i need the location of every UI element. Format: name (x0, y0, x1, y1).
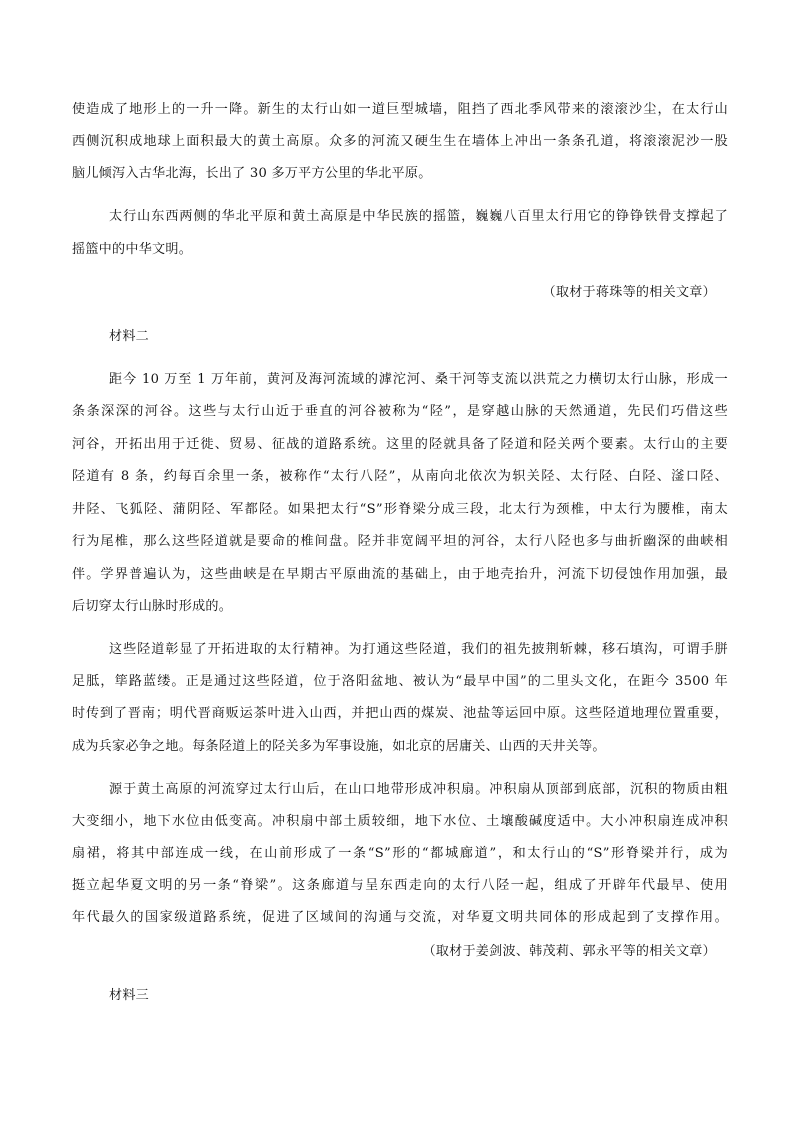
paragraph-3-line-6: 行为尾椎，那么这些陉道就是要命的椎间盘。陉并非宽阔平坦的河谷，太行八陉也多与曲折幽深的曲峡相 (72, 534, 728, 549)
paragraph-5-line-4: 挺立起华夏文明的另一条“脊梁”。这条廊道与呈东西走向的太行八陉一起，组成了开辟年代最早、使用 (72, 878, 728, 893)
paragraph-2-line-2: 摇篮中的中华文明。 (72, 242, 193, 257)
paragraph-1-line-2: 西侧沉积成地球上面积最大的黄土高原。众多的河流又硬生生在墙体上冲出一条条孔道，将滚滚泥沙一股 (72, 134, 728, 149)
paragraph-3-line-1: 距今 10 万至 1 万年前，黄河及海河流域的滹沱河、桑干河等支流以洪荒之力横切太行山脉，形成一 (109, 372, 728, 387)
paragraph-3-line-5: 井陉、飞狐陉、蒲阴陉、军都陉。如果把太行“S”形脊梁分成三段，北太行为颈椎，中太行为腰椎，南太 (72, 502, 728, 517)
paragraph-5-line-2: 大变细小，地下水位由低变高。冲积扇中部土质较细，地下水位、土壤酸碱度适中。大小冲积扇连成冲积 (72, 814, 728, 829)
paragraph-1-line-1: 使造成了地形上的一升一降。新生的太行山如一道巨型城墙，阻挡了西北季风带来的滚滚沙尘，在太行山 (72, 102, 728, 117)
section-heading-material-2: 材料二 (109, 329, 150, 344)
source-citation-1: （取材于蒋珠等的相关文章） (542, 285, 716, 300)
paragraph-3-line-3: 河谷，开拓出用于迁徙、贸易、征战的道路系统。这里的陉就具备了陉道和陉关两个要素。太行山的主要 (72, 437, 728, 452)
paragraph-4-line-3: 时传到了晋南；明代晋商贩运茶叶进入山西，并把山西的煤炭、池盐等运回中原。这些陉道地理位置重要， (72, 706, 728, 721)
paragraph-5-line-1: 源于黄土高原的河流穿过太行山后，在山口地带形成冲积扇。冲积扇从顶部到底部，沉积的物质由粗 (109, 782, 728, 797)
paragraph-3-line-7: 伴。学界普遍认为，这些曲峡是在早期古平原曲流的基础上，由于地壳抬升，河流下切侵蚀作用加强，最 (72, 567, 728, 582)
section-heading-material-3: 材料三 (109, 988, 150, 1003)
paragraph-5-line-3: 扇裙，将其中部连成一线，在山前形成了一条“S”形的“都城廊道”，和太行山的“S”形脊梁并行，成为 (72, 846, 728, 861)
paragraph-5-line-5: 年代最久的国家级道路系统，促进了区域间的沟通与交流，对华夏文明共同体的形成起到了支撑作用。 (72, 910, 728, 925)
paragraph-1-line-3: 脑儿倾泻入古华北海，长出了 30 多万平方公里的华北平原。 (72, 166, 432, 181)
paragraph-3-line-2: 条条深深的河谷。这些与太行山近于垂直的河谷被称为“陉”，是穿越山脉的天然通道，先民们巧借这些 (72, 404, 728, 419)
paragraph-4-line-1: 这些陉道彰显了开拓进取的太行精神。为打通这些陉道，我们的祖先披荆斩棘，移石填沟，可谓手胼 (109, 642, 728, 657)
paragraph-3-line-8: 后切穿太行山脉时形成的。 (72, 599, 233, 614)
paragraph-3-line-4: 陉道有 8 条，约每百余里一条，被称作“太行八陉”，从南向北依次为轵关陉、太行陉、白陉、滏口陉、 (72, 469, 728, 484)
source-citation-2: （取材于姜剑波、韩茂莉、郭永平等的相关文章） (422, 944, 716, 959)
paragraph-2-line-1: 太行山东西两侧的华北平原和黄土高原是中华民族的摇篮，巍巍八百里太行用它的铮铮铁骨支撑起了 (109, 209, 728, 224)
paragraph-4-line-4: 成为兵家必争之地。每条陉道上的陉关多为军事设施，如北京的居庸关、山西的天井关等。 (72, 739, 606, 754)
paragraph-4-line-2: 足胝，筚路蓝缕。正是通过这些陉道，位于洛阳盆地、被认为“最早中国”的二里头文化，在距今 3500 年 (72, 674, 728, 689)
